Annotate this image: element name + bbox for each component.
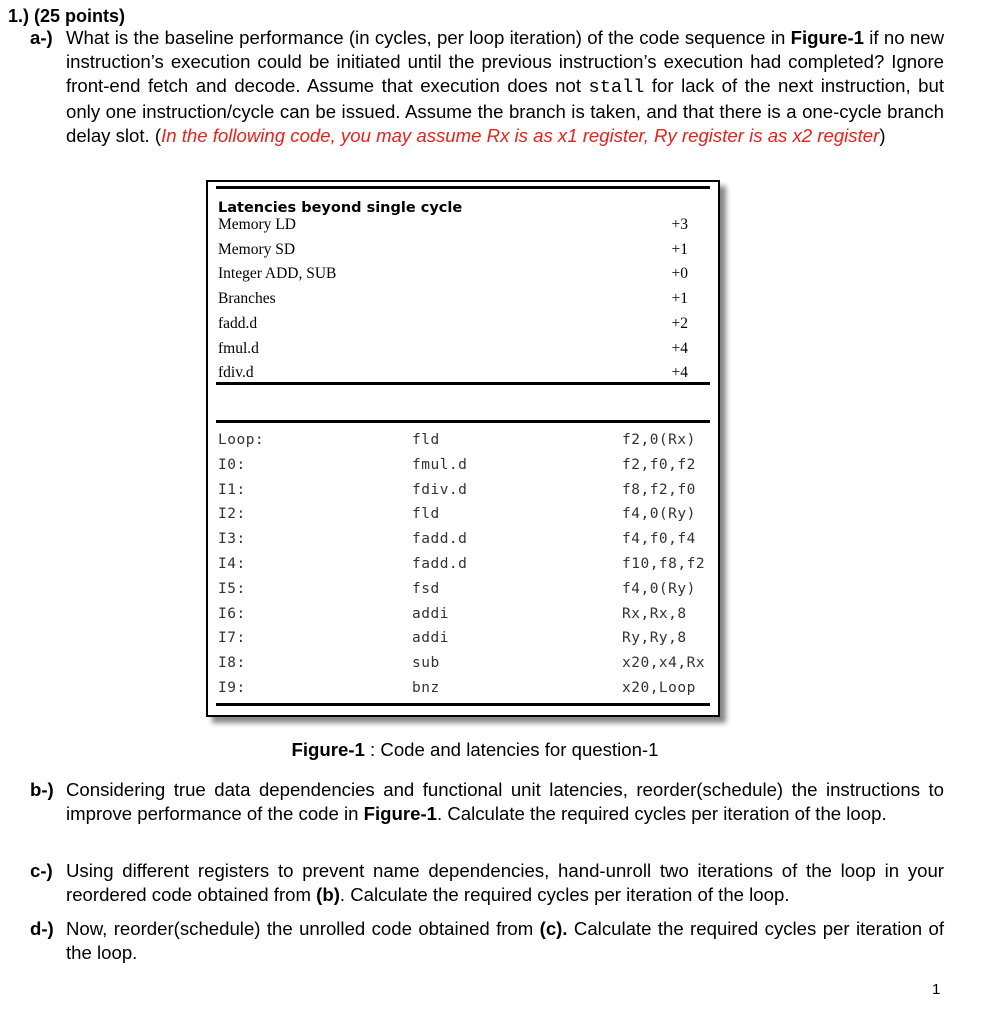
- code-op: fadd.d: [412, 531, 468, 548]
- code-op: fld: [412, 506, 440, 523]
- latency-row: [218, 364, 688, 382]
- problem-title: 1.) (25 points): [8, 6, 126, 26]
- code-op: addi: [412, 630, 449, 647]
- page-number: 1: [932, 981, 941, 998]
- code-label: I2:: [218, 506, 246, 523]
- latency-name: fadd.d: [218, 314, 258, 332]
- code-op: addi: [412, 605, 449, 622]
- question-text: Now, reorder(schedule) the unrolled code obtained from (c). Calculate the required cycles per iteration of the loop.: [66, 918, 944, 963]
- code-args: f10,f8,f2: [622, 556, 706, 572]
- code-op: fsd: [412, 580, 440, 597]
- code-label: I3:: [218, 531, 246, 548]
- question-label: d-): [30, 918, 54, 939]
- latency-name: fmul.d: [218, 339, 259, 357]
- code-line: [218, 630, 708, 655]
- code-label: I9:: [218, 680, 246, 696]
- code-line: [218, 655, 708, 680]
- latency-value: +2: [671, 314, 688, 332]
- code-label: I1:: [218, 481, 246, 498]
- code-listing: [218, 432, 708, 702]
- code-label: I7:: [218, 630, 246, 647]
- code-line: [218, 432, 708, 457]
- code-args: f2,f0,f2: [622, 456, 696, 473]
- code-line: [218, 506, 708, 531]
- latency-row: [218, 216, 688, 234]
- code-args: f4,f0,f4: [622, 531, 696, 548]
- code-op: fld: [412, 432, 440, 448]
- latency-row: [218, 340, 688, 358]
- code-op: fmul.d: [412, 456, 468, 473]
- latency-name: Branches: [218, 290, 276, 308]
- question-c: [30, 859, 944, 907]
- latency-value: +4: [671, 364, 688, 382]
- latency-value: +3: [671, 216, 688, 233]
- question-text: Using different registers to prevent name dependencies, hand-unroll two iterations of the loop in your reordered code obtained from (b). Calculate the required cycles per iteration of the loop.: [66, 860, 944, 905]
- question-b: [30, 778, 944, 826]
- code-op: bnz: [412, 680, 440, 696]
- question-text: Considering true data dependencies and functional unit latencies, reorder(schedule) the instructions to improve performance of the code in Figure-1. Calculate the required cycles per iteration of the loop.: [66, 779, 944, 824]
- latency-name: Integer ADD, SUB: [218, 265, 337, 283]
- code-line: [218, 531, 708, 556]
- code-line: [218, 556, 708, 581]
- latency-row: [218, 241, 688, 259]
- code-label: I0:: [218, 456, 246, 473]
- code-line: [218, 457, 708, 482]
- latency-row: [218, 290, 688, 308]
- code-args: Ry,Ry,8: [622, 630, 687, 647]
- code-args: f4,0(Ry): [622, 506, 696, 523]
- latency-row: [218, 315, 688, 333]
- question-label: b-): [30, 779, 54, 800]
- code-line: [218, 482, 708, 507]
- code-line: [218, 581, 708, 606]
- latency-value: +4: [671, 339, 688, 357]
- figure-caption: Figure-1 : Code and latencies for question-1: [291, 739, 659, 760]
- latency-table: [218, 182, 688, 382]
- question-a: [30, 26, 944, 148]
- divider: [216, 382, 710, 385]
- code-op: fdiv.d: [412, 481, 468, 498]
- figure-1: [206, 180, 720, 717]
- latency-name: Memory SD: [218, 240, 296, 258]
- code-args: x20,Loop: [622, 680, 696, 696]
- code-op: fadd.d: [412, 556, 468, 572]
- code-label: I5:: [218, 580, 246, 597]
- code-line: [218, 606, 708, 631]
- latency-heading: Latencies beyond single cycle: [218, 200, 463, 216]
- latency-value: +0: [671, 265, 688, 283]
- latency-name: fdiv.d: [218, 364, 254, 382]
- code-args: f4,0(Ry): [622, 580, 696, 597]
- question-label: c-): [30, 860, 53, 881]
- code-op: sub: [412, 655, 440, 672]
- code-args: Rx,Rx,8: [622, 605, 687, 622]
- code-line: [218, 680, 708, 705]
- question-label: a-): [30, 27, 53, 48]
- question-text: What is the baseline performance (in cycles, per loop iteration) of the code sequence in Figure-1 if no new instruction’s execution could be initiated until the previous instruction’s execution had completed? Ignore front-end fetch and decode. Assume that execution does not stall for lack of the next instruction, but only one instruction/cycle can be issued. Assume the branch is taken, and that there is a one-cycle branch delay slot. (In the following code, you may assume Rx is as x1 register, Ry register is as x2 register): [66, 27, 945, 146]
- code-label: I8:: [218, 655, 246, 672]
- code-args: f2,0(Rx): [622, 432, 696, 448]
- register-note: In the following code, you may assume Rx is as x1 register, Ry register is as x2 register: [161, 125, 880, 146]
- code-label: Loop:: [218, 432, 265, 448]
- question-d: [30, 917, 944, 965]
- code-args: x20,x4,Rx: [622, 655, 706, 672]
- latency-value: +1: [671, 290, 688, 308]
- latency-name: Memory LD: [218, 216, 296, 233]
- divider: [216, 703, 710, 706]
- divider: [216, 420, 710, 423]
- code-args: f8,f2,f0: [622, 481, 696, 498]
- code-label: I6:: [218, 605, 246, 622]
- code-label: I4:: [218, 556, 246, 572]
- latency-row: [218, 265, 688, 283]
- latency-value: +1: [671, 240, 688, 258]
